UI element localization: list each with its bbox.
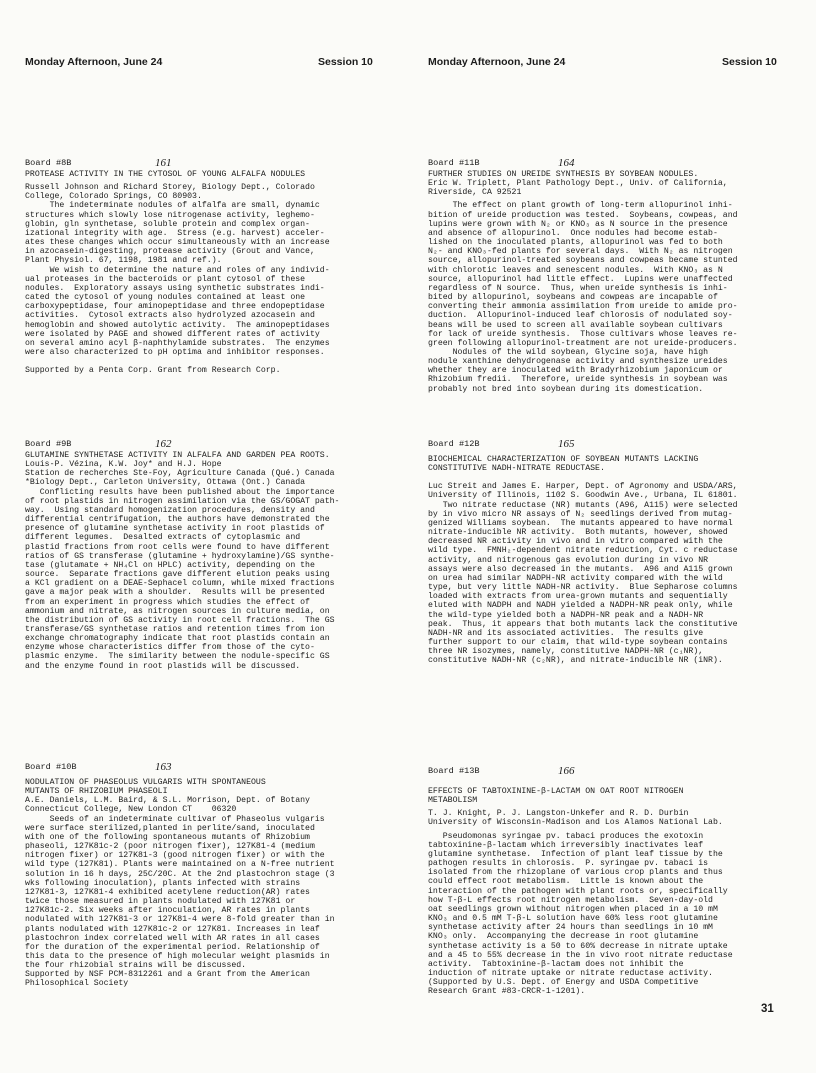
abstract-authors: *Biology Dept., Carleton University, Ottawa (Ont.) Canada [25,478,306,488]
abstract-body-line: bition of ureide production was tested. Soybeans, cowpeas, and [428,210,738,220]
abstract-body-line: pathogen results in chlorosis. P. syringae pv. tabaci is [428,859,709,869]
abstract-body-line: further support to our claim, that wild-type soybean contains [428,637,728,647]
abstract-body-line: lished on the inoculated plants, allopurinol was fed to both [428,238,723,248]
page-header-date-right: Monday Afternoon, June 24 [428,56,566,68]
abstract-body-line: probably not bred into soybean during its domestication. [428,384,704,394]
abstract-authors: A.E. Daniels, L.M. Baird, & S.L. Morrison, Dept. of Botany [25,796,310,806]
abstract-body-line: were surface sterilized,planted in perlite/sand, inoculated [25,823,315,833]
abstract-body-line: green following allopurinol-treatment are not ureide-producers. [428,338,738,348]
board-label: Board #13B [428,765,480,776]
abstract-body-line: izational integrity with age. Stress (e.g. harvest) acceler- [25,228,325,238]
page-number: 31 [761,1003,774,1015]
abstract-body-line: solution in 16 h days, 25C/20C. At the 2nd plastochron stage (3 [25,869,335,879]
abstract-body-line: ual proteases in the bacteroids or plant cytosol of these [25,274,306,284]
abstract-body-line: ates these changes which occur simultaneously with an increase [25,238,330,248]
abstract-body-line: from an experiment in progress which studies the effect of [25,597,310,607]
abstract-authors: Station de recherches Ste-Foy, Agriculture Canada (Qué.) Canada [25,469,335,479]
abstract-body-line: The indeterminate nodules of alfalfa are small, dynamic [25,201,320,211]
abstract-title: BIOCHEMICAL CHARACTERIZATION OF SOYBEAN MUTANTS LACKING [428,455,699,464]
abstract-support: Supported by NSF PCM-8312261 and a Grant from the American [25,970,310,980]
abstract-body-line: differential centrifugation, the authors have demonstrated the [25,515,330,525]
abstract-authors: University of Illinois, 1102 S. Goodwin Ave., Urbana, IL 61801. [428,491,738,501]
abstract-body-line: glutamine synthetase. Infection of plant leaf tissue by the [428,849,723,859]
abstract-body-line: way. Using standard homogenization procedures, density and [25,505,315,515]
abstract-authors: University of Wisconsin-Madison and Los Alamos National Lab. [428,818,723,828]
abstract-body-line: exchange chromatography indicate that root plastids contain an [25,634,330,644]
abstract-authors: Russell Johnson and Richard Storey, Biology Dept., Colorado [25,183,315,193]
abstract-number: 161 [155,156,172,169]
abstract-title: MUTANTS OF RHIZOBIUM PHASEOLI [25,787,168,797]
abstract-number: 162 [155,437,172,450]
abstract-body-line: NADH-NR and its associated activities. The results give [428,628,704,638]
abstract-body-line: regardless of N source. Thus, when ureide synthesis is inhi- [428,283,728,293]
abstract-body-line: lupins were grown with N₂ or KNO₃ as N source in the presence [428,219,728,229]
abstract-title: GLUTAMINE SYNTHETASE ACTIVITY IN ALFALFA AND GARDEN PEA ROOTS. [25,451,330,460]
abstract-body-line: peak. Thus, it appears that both mutants lack the constitutive [428,619,738,629]
abstract-body-line: on several amino acyl β-naphthylamide substrates. The enzymes [25,338,330,348]
abstract-body-line: with chlorotic leaves and senescent nodules. With KNO₃ as N [428,265,723,275]
abstract-body-line: The effect on plant growth of long-term allopurinol inhi- [428,201,733,211]
abstract-title: PROTEASE ACTIVITY IN THE CYTOSOL OF YOUNG ALFALFA NODULES [25,170,306,179]
abstract-support: Supported by a Penta Corp. Grant from Research Corp. [25,366,281,376]
abstract-body-line: beans will be used to screen all available soybean cultivars [428,320,723,330]
abstract-body-line: KNO₃ only. Accompanying the decrease in root glutamine [428,932,699,942]
abstract-body-line: genized Williams soybean. The mutants appeared to have normal [428,518,733,528]
abstract-board-9b [25,436,381,671]
abstract-authors: T. J. Knight, P. J. Langston-Unkefer and R. D. Durbin [428,809,689,819]
abstract-body-line: Plant Physiol. 67, 1198, 1981 and ref.). [25,256,222,266]
abstract-body-line: constitutive NADH-NR (c₂NR), and nitrate-inducible NR (iNR). [428,656,723,666]
abstract-body-line: Conflicting results have been published about the importance [25,487,335,497]
abstract-authors: College, Colorado Springs, CO 80903. [25,192,202,202]
page-header-session-left: Session 10 [318,56,373,68]
abstract-body-line: nitrogen fixer) or 127K81-3 (good nitrogen fixer) or with the [25,851,325,861]
abstract-body-line: wild type (127K81). Plants were maintained on a N-free nutrient [25,860,335,870]
abstract-title: METABOLISM [428,796,478,806]
abstract-body-line: synthetase activity is a 50 to 60% decrease in nitrate uptake [428,941,728,951]
abstract-body-line: different legumes. Desalted extracts of cytoplasmic and [25,533,301,543]
abstract-body-line: structures which slowly lose nitrogenase activity, leghemo- [25,210,315,220]
abstract-body-line: on urea had similar NADPH-NR activity compared with the wild [428,573,723,583]
abstract-body-line: KNO₃ and 0.5 mM T-β-L solution have 60% less root glutamine [428,914,718,924]
abstract-body-line: 127K81-3, 127K81-4 exhibited acetylene reduction(AR) rates [25,887,310,897]
abstract-body-line: interaction of the pathogen with plant roots or, specifically [428,886,728,896]
abstract-body-line: nitrate-inducible NR activity. Both mutants, however, showed [428,528,728,538]
abstract-body-line: We wish to determine the nature and roles of any individ- [25,265,330,275]
abstract-body-line: ammonium and nitrate, as nitrogen sources in culture media, on [25,606,330,616]
abstract-body-line: source, allopurinol had little effect. Lupins were unaffected [428,274,733,284]
abstract-body-line: plants nodulated with 127K81c-2 or 127K81. Increases in leaf [25,924,320,934]
abstract-body-line: phaseoli, 127K81c-2 (poor nitrogen fixer), 127K81-4 (medium [25,842,315,852]
abstract-body-line: the wild-type yielded both a NADPH-NR peak and a NADH-NR [428,610,704,620]
abstract-body-line: and a 45 to 55% decrease in the in vivo root nitrate reductase [428,950,733,960]
board-label: Board #11B [428,157,480,168]
abstract-body-line: nodule xanthine dehydrogenase activity and synthesize ureides [428,357,728,367]
abstract-board-13b [428,763,784,996]
abstract-title: FURTHER STUDIES ON UREIDE SYNTHESIS BY SOYBEAN NODULES. [428,170,699,179]
abstract-body-line: could effect root metabolism. Little is known about the [428,877,704,887]
abstract-body-line: induction of nitrate uptake or nitrate reductase activity. [428,968,713,978]
abstract-number: 166 [558,764,575,777]
abstract-body-line: (Supported by U.S. Dept. of Energy and USDA Competitive [428,978,699,988]
abstract-body-line: loaded with extracts from urea-grown mutants and sequentially [428,592,728,602]
abstract-body-line: ratios of GS transferase (glutamine + hydroxylamine)/GS synthe- [25,551,335,561]
abstract-board-8b [25,155,381,375]
abstract-body-line: source, allopurinol-treated soybeans and cowpeas became stunted [428,256,738,266]
board-label: Board #9B [25,438,72,449]
abstract-authors: Louis-P. Vézina, K.W. Joy* and H.J. Hope [25,460,222,470]
abstract-body-line: whether they are inoculated with Bradyrhizobium japonicum or [428,366,723,376]
abstract-body-line: oat seedlings grown without nitrogen when placed in a 10 mM [428,904,718,914]
abstract-body-line: bited by allopurinol, soybeans and cowpeas are incapable of [428,293,718,303]
abstract-body-line: Nodules of the wild soybean, Glycine soja, have high [428,347,709,357]
abstract-number: 164 [558,156,575,169]
abstract-body-line: Research Grant #83-CRCR-1-1201). [428,987,586,997]
abstract-board-11b [428,155,784,394]
abstract-body-line: presence of glutamine synthetase activity in root plastids of [25,524,325,534]
abstract-body-line: enzyme whose characteristics differ from those of the cyto- [25,643,315,653]
abstract-body-line: carboxypeptidase, four aminopeptidase and three endopeptidase [25,302,325,312]
abstract-body-line: plasmic enzyme. The similarity between the nodule-specific GS [25,652,330,662]
board-label: Board #12B [428,438,480,449]
abstract-body-line: in azocasein-digesting, protease activity (Grout and Vance, [25,247,315,257]
abstract-body-line: were isolated by PAGE and showed different rates of activity [25,329,320,339]
abstract-title: NODULATION OF PHASEOLUS VULGARIS WITH SPONTANEOUS [25,778,266,787]
abstract-body-line: plastochron index correlated well with AR rates in all cases [25,933,320,943]
abstract-body-line: nodules. Exploratory assays using synthetic substrates indi- [25,283,325,293]
abstract-body-line: 127K81c-2. Six weeks after inoculation, AR rates in plants [25,906,310,916]
abstract-support: Philosophical Society [25,979,129,989]
abstract-body-line: with one of the following spontaneous mutants of Rhizobium [25,832,310,842]
abstract-body-line: plastid fractions from root cells were found to have different [25,542,330,552]
abstract-body-line: Seeds of an indeterminate cultivar of Phaseolus vulgaris [25,814,325,824]
abstract-board-10b [25,759,381,989]
abstract-body-line: Rhizobium fredii. Therefore, ureide synthesis in soybean was [428,375,728,385]
abstract-body-line: N₂- and KNO₃-fed plants for several days. With N₂ as nitrogen [428,247,733,257]
abstract-body-line: Two nitrate reductase (NR) mutants (A96, A115) were selected [428,500,738,510]
abstract-body-line: source. Separate fractions gave different elution peaks using [25,570,330,580]
abstract-body-line: isolated from the rhizoplane of various crop plants and thus [428,868,723,878]
abstract-body-line: three NR isozymes, namely, constitutive NADPH-NR (c₁NR), [428,647,704,657]
abstract-body-line: the four rhizobial strains will be discussed. [25,961,247,971]
abstract-body-line: type, but very little NADH-NR activity. Blue Sepharose columns [428,583,738,593]
abstract-body-line: nodulated with 127K81-3 or 127K81-4 were 8-fold greater than in [25,915,335,925]
abstract-number: 165 [558,437,575,450]
abstract-body-line: were also characterized to pH optima and inhibitor responses. [25,347,325,357]
abstract-authors: Eric W. Triplett, Plant Pathology Dept., Univ. of California, [428,179,728,189]
abstract-body-line: a KCl gradient on a DEAE-Sephacel column, while mixed fractions [25,579,335,589]
abstract-body-line: wild type. FMNH₂-dependent nitrate reduction, Cyt. c reductase [428,546,738,556]
abstract-body-line: and absence of allopurinol. Once nodules had become estab- [428,228,718,238]
abstract-authors: Luc Streit and James E. Harper, Dept. of Agronomy and USDA/ARS, [428,482,738,492]
abstract-body-line: this data to the presence of high molecular weight plasmids in [25,951,330,961]
abstract-title: EFFECTS OF TABTOXININE-β-LACTAM ON OAT ROOT NITROGEN [428,787,684,796]
abstract-body-line: and the enzyme found in root plastids will be discussed. [25,661,301,671]
abstract-body-line: activity. Tabtoxinine-β-lactam does not inhibit the [428,959,684,969]
abstract-body-line: globin, gln synthetase, soluble protein and complex organ- [25,219,310,229]
abstract-body-line: the distribution of GS activity in root cell fractions. The GS [25,615,335,625]
abstract-body-line: by in vivo micro NR assays of N₂ seedlings derived from mutag- [428,509,733,519]
abstract-board-12b [428,436,784,665]
abstract-body-line: synthetase activity after 24 hours than seedlings in 10 mM [428,923,713,933]
abstract-body-line: converting their ammonia assimilation from ureide to amide pro- [428,302,738,312]
page-header-session-right: Session 10 [722,56,777,68]
abstract-body-line: of root plastids in nitrogen assimilation via the GS/GOGAT path- [25,496,340,506]
board-label: Board #10B [25,761,77,772]
board-label: Board #8B [25,157,72,168]
abstract-number: 163 [155,760,172,773]
abstract-body-line: cated the cytosol of young nodules contained at least one [25,293,306,303]
abstract-body-line: for the duration of the experimental period. Relationship of [25,942,320,952]
abstract-body-line: how T-β-L effects root nitrogen metabolism. Seven-day-old [428,895,713,905]
abstract-body-line: Pseudomonas syringae pv. tabaci produces the exotoxin [428,831,704,841]
abstract-body-line: activities. Cytosol extracts also hydrolyzed azocasein and [25,311,315,321]
abstract-title: CONSTITUTIVE NADH-NITRATE REDUCTASE. [428,464,605,474]
abstract-body-line: duction. Allopurinol-induced leaf chlorosis of nodulated soy- [428,311,733,321]
abstract-authors: Connecticut College, New London CT 06320 [25,805,237,815]
abstract-body-line: eluted with NADPH and NADH yielded a NADPH-NR peak only, while [428,601,733,611]
abstract-body-line: tabtoxinine-β-lactam which irreversibly inactivates leaf [428,840,704,850]
abstract-body-line: decreased NR activity in vivo and in vitro compared with the [428,537,723,547]
abstract-body-line: for lack of ureide synthesis. Those cultivars whose leaves re- [428,329,738,339]
abstract-body-line: twice those measured in plants nodulated with 127K81 or [25,897,296,907]
abstract-body-line: activity, and nitrogenous gas evolution during in vivo NR [428,555,709,565]
abstract-body-line: wks following inoculation), plants infected with strains [25,878,301,888]
abstract-body-line: tase (glutamate + NH₄Cl on HPLC) activity, depending on the [25,560,315,570]
abstract-body-line: hemoglobin and showed autolytic activity. The aminopeptidases [25,320,330,330]
abstract-body-line: transferase/GS synthetase ratios and retention times from ion [25,624,325,634]
abstract-authors: Riverside, CA 92521 [428,188,522,198]
abstract-body-line: gave a major peak with a shoulder. Results will be presented [25,588,325,598]
abstract-body-line: assays were also decreased in the mutants. A96 and A115 grown [428,564,733,574]
page-header-date-left: Monday Afternoon, June 24 [25,56,163,68]
